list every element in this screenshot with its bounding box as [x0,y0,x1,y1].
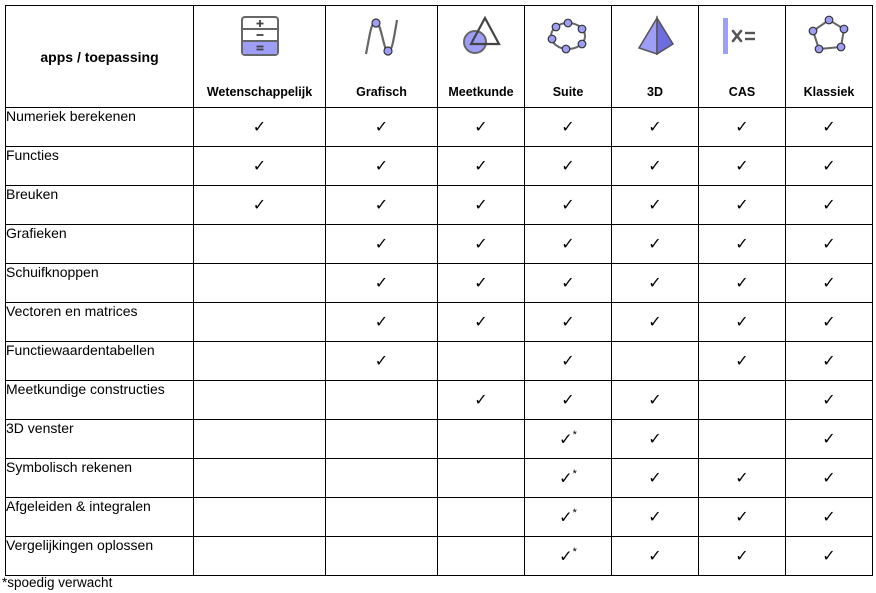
support-cell [326,459,438,498]
checkmark-icon: ✓ [648,312,662,331]
checkmark-icon: ✓ [822,468,836,487]
app-label-meetkunde: Meetkunde [448,85,514,99]
support-cell [699,498,786,537]
checkmark-icon: ✓ [735,195,749,214]
support-cell [525,342,612,381]
table-row [6,264,873,303]
footnote-marker: * [572,506,577,519]
app-header-suite [525,6,612,108]
footnote-marker: * [572,545,577,558]
support-cell [194,147,326,186]
checkmark-icon: ✓ [559,546,573,566]
table-row [6,381,873,420]
support-cell [438,186,525,225]
support-cell [326,537,438,576]
support-cell [438,342,525,381]
support-cell [326,108,438,147]
support-cell [525,498,612,537]
support-cell [786,264,873,303]
support-cell [612,342,699,381]
checkmark-icon: ✓ [822,507,836,526]
checkmark-icon: ✓ [474,273,488,292]
support-cell [326,186,438,225]
support-cell [525,264,612,303]
checkmark-icon: ✓ [735,468,749,487]
support-cell [612,381,699,420]
support-cell [326,303,438,342]
checkmark-icon: ✓ [735,234,749,253]
app-label-klassiek: Klassiek [803,85,855,99]
checkmark-icon: ✓ [822,546,836,565]
support-cell [326,498,438,537]
support-cell [194,459,326,498]
support-cell [194,498,326,537]
support-cell [786,537,873,576]
support-cell [699,537,786,576]
app-header-meetkunde [438,6,525,108]
support-cell [699,342,786,381]
app-header-3d [612,6,699,108]
support-cell [438,108,525,147]
checkmark-icon: ✓ [822,273,836,292]
support-cell [326,264,438,303]
checkmark-icon: ✓ [559,507,573,527]
checkmark-icon: ✓ [561,390,575,409]
scientific-calculator-icon [238,14,282,58]
support-cell [612,498,699,537]
table-row [6,303,873,342]
support-cell [699,186,786,225]
checkmark-icon: ✓ [822,429,836,448]
feature-label: Vectoren en matrices [6,303,194,342]
support-cell [786,303,873,342]
checkmark-icon: ✓ [561,156,575,175]
cas-icon [720,14,764,58]
support-cell [194,420,326,459]
support-cell [612,264,699,303]
app-label-3d: 3D [647,85,663,99]
support-cell [326,381,438,420]
support-cell [194,342,326,381]
classic-icon [807,14,851,58]
checkmark-icon: ✓ [822,390,836,409]
support-cell [326,147,438,186]
feature-label: 3D venster [6,420,194,459]
table-row [6,342,873,381]
table-row [6,420,873,459]
checkmark-icon: ✓ [374,273,389,292]
comparison-table [5,5,873,576]
checkmark-icon: ✓ [561,195,575,214]
checkmark-icon: ✓ [474,117,488,136]
table-row [6,537,873,576]
checkmark-icon: ✓ [561,117,575,136]
support-cell [326,420,438,459]
checkmark-icon: ✓ [648,468,662,487]
app-label-cas: CAS [728,85,756,99]
checkmark-icon: ✓ [822,234,836,253]
feature-label: Afgeleiden & integralen [6,498,194,537]
support-cell [525,147,612,186]
feature-label: Numeriek berekenen [6,108,194,147]
support-cell [786,420,873,459]
feature-label: Schuifknoppen [6,264,194,303]
checkmark-icon: ✓ [735,546,749,565]
checkmark-icon: ✓ [822,156,836,175]
header-row [6,6,873,108]
feature-label: Meetkundige constructies [6,381,194,420]
checkmark-icon: ✓ [648,390,662,409]
checkmark-icon: ✓ [822,195,836,214]
support-cell [194,264,326,303]
support-cell [786,225,873,264]
checkmark-icon: ✓ [559,468,573,488]
app-header-cas [699,6,786,108]
support-cell [438,264,525,303]
checkmark-icon: ✓ [474,195,488,214]
support-cell [438,147,525,186]
support-cell [699,225,786,264]
checkmark-icon: ✓ [735,117,749,136]
checkmark-icon: ✓ [648,429,662,448]
checkmark-icon: ✓ [648,156,662,175]
feature-label: Breuken [6,186,194,225]
3d-pyramid-icon [633,14,677,58]
checkmark-icon: ✓ [252,117,267,136]
checkmark-icon: ✓ [735,312,749,331]
checkmark-icon: ✓ [648,195,662,214]
support-cell [525,303,612,342]
support-cell [699,147,786,186]
checkmark-icon: ✓ [474,234,488,253]
footnote: *spoedig verwacht [2,575,113,590]
support-cell [699,381,786,420]
suite-icon [546,14,590,58]
support-cell [438,381,525,420]
checkmark-icon: ✓ [822,117,836,136]
geometry-icon [459,14,503,58]
checkmark-icon: ✓ [252,156,267,175]
app-label-grafisch: Grafisch [356,85,407,99]
support-cell [525,381,612,420]
support-cell [438,537,525,576]
support-cell [525,108,612,147]
support-cell [786,147,873,186]
table-row [6,108,873,147]
table-row [6,186,873,225]
app-label-wetenschappelijk: Wetenschappelijk [206,85,313,99]
support-cell [699,420,786,459]
support-cell [326,225,438,264]
checkmark-icon: ✓ [648,507,662,526]
checkmark-icon: ✓ [648,273,662,292]
footnote-marker: * [572,428,577,441]
checkmark-icon: ✓ [735,273,749,292]
support-cell [786,498,873,537]
support-cell [194,225,326,264]
support-cell [612,459,699,498]
feature-label: Symbolisch rekenen [6,459,194,498]
support-cell [786,108,873,147]
app-label-suite: Suite [552,85,584,99]
table-row [6,225,873,264]
feature-label: Grafieken [6,225,194,264]
support-cell [438,498,525,537]
checkmark-icon: ✓ [735,156,749,175]
checkmark-icon: ✓ [374,234,389,253]
table-row [6,147,873,186]
support-cell [194,186,326,225]
corner-header: apps / toepassing [6,6,194,108]
support-cell [194,381,326,420]
checkmark-icon: ✓ [561,351,575,370]
support-cell [786,342,873,381]
support-cell [194,303,326,342]
support-cell [786,186,873,225]
support-cell [699,459,786,498]
support-cell [194,537,326,576]
support-cell [612,537,699,576]
checkmark-icon: ✓ [374,117,389,136]
checkmark-icon: ✓ [559,429,573,449]
support-cell [525,225,612,264]
table-row [6,459,873,498]
support-cell [525,459,612,498]
footnote-marker: * [572,467,577,480]
graphing-icon [360,14,404,58]
app-header-grafisch [326,6,438,108]
support-cell [525,186,612,225]
support-cell [612,108,699,147]
checkmark-icon: ✓ [648,234,662,253]
checkmark-icon: ✓ [822,312,836,331]
checkmark-icon: ✓ [474,390,488,409]
support-cell [612,420,699,459]
support-cell [612,147,699,186]
checkmark-icon: ✓ [735,351,749,370]
feature-rows [6,108,873,576]
support-cell [438,420,525,459]
checkmark-icon: ✓ [374,195,389,214]
support-cell [612,303,699,342]
checkmark-icon: ✓ [648,546,662,565]
support-cell [699,264,786,303]
feature-label: Functiewaardentabellen [6,342,194,381]
app-header-klassiek [786,6,873,108]
support-cell [612,225,699,264]
support-cell [786,381,873,420]
checkmark-icon: ✓ [735,507,749,526]
support-cell [786,459,873,498]
support-cell [194,108,326,147]
checkmark-icon: ✓ [561,312,575,331]
checkmark-icon: ✓ [252,195,267,214]
support-cell [699,108,786,147]
feature-label: Vergelijkingen oplossen [6,537,194,576]
checkmark-icon: ✓ [822,351,836,370]
checkmark-icon: ✓ [561,273,575,292]
checkmark-icon: ✓ [561,234,575,253]
support-cell [438,459,525,498]
support-cell [699,303,786,342]
checkmark-icon: ✓ [648,117,662,136]
checkmark-icon: ✓ [374,312,389,331]
support-cell [326,342,438,381]
support-cell [612,186,699,225]
checkmark-icon: ✓ [474,312,488,331]
support-cell [438,225,525,264]
feature-label: Functies [6,147,194,186]
support-cell [438,303,525,342]
support-cell [525,420,612,459]
support-cell [525,537,612,576]
checkmark-icon: ✓ [374,156,389,175]
table-row [6,498,873,537]
checkmark-icon: ✓ [474,156,488,175]
checkmark-icon: ✓ [374,351,389,370]
app-header-wetenschappelijk [194,6,326,108]
